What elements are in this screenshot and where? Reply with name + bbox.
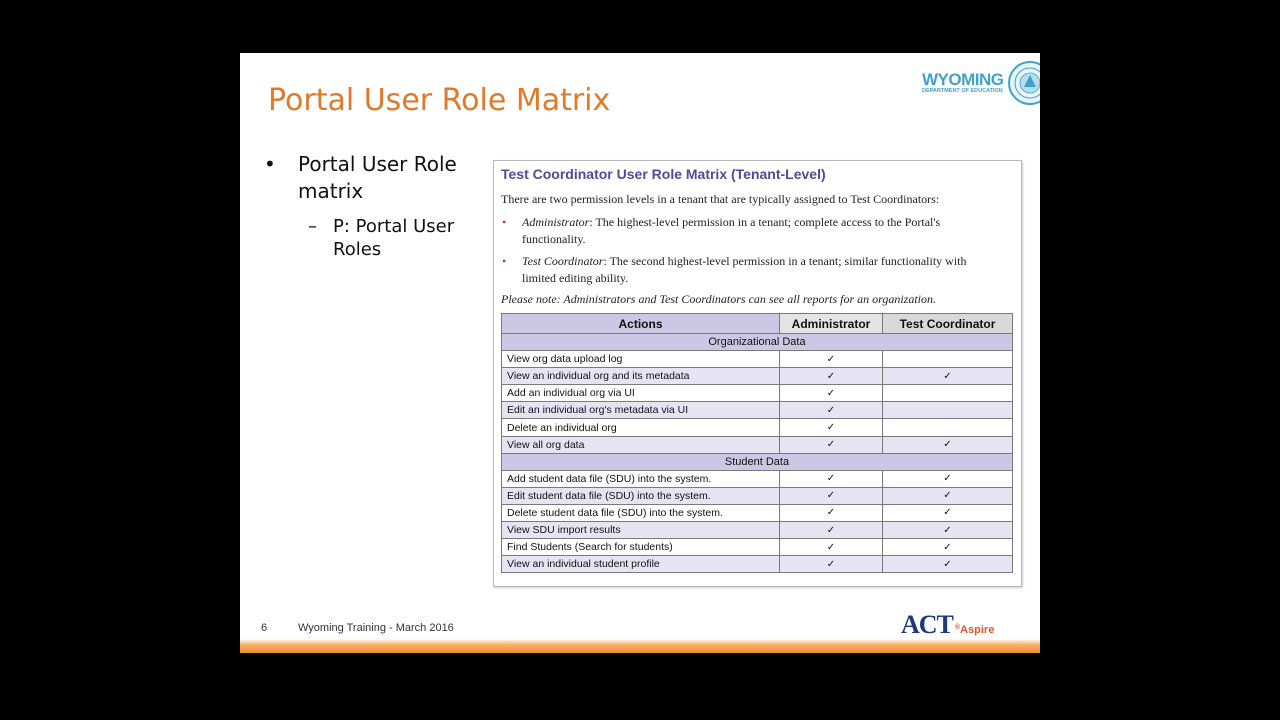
- administrator-check-cell: ✓: [780, 487, 883, 504]
- role-matrix-table: [501, 313, 1013, 573]
- administrator-check-cell: ✓: [780, 522, 883, 539]
- action-cell: Edit student data file (SDU) into the system.: [502, 487, 780, 504]
- table-row: [502, 522, 1013, 539]
- permission-level-name: Administrator: [522, 215, 590, 229]
- permission-level-item: • Test Coordinator: The second highest-level permission in a tenant; similar functionality with limited editing ability.: [502, 254, 967, 285]
- footer-text: Wyoming Training - March 2016: [298, 622, 454, 634]
- action-cell: View an individual student profile: [502, 556, 780, 573]
- table-row: [502, 351, 1013, 368]
- table-section-row: [502, 453, 1013, 470]
- test-coordinator-check-cell: ✓: [883, 368, 1013, 385]
- sub-bullet-item: [264, 215, 483, 261]
- table-row: [502, 419, 1013, 436]
- bullet-marker: •: [264, 152, 276, 176]
- column-header-test-coordinator: Test Coordinator: [883, 314, 1013, 334]
- administrator-check-cell: ✓: [780, 470, 883, 487]
- sub-bullet-text: P: Portal User Roles: [333, 216, 455, 260]
- table-row: [502, 556, 1013, 573]
- test-coordinator-check-cell: ✓: [883, 470, 1013, 487]
- wyoming-logo-name: WYOMING: [922, 70, 1004, 90]
- section-label: Organizational Data: [502, 334, 1013, 351]
- document-intro: There are two permission levels in a tenant that are typically assigned to Test Coordinators:: [501, 192, 940, 206]
- document-note: Please note: Administrators and Test Coordinators can see all reports for an organization.: [501, 292, 937, 306]
- test-coordinator-check-cell: [883, 419, 1013, 436]
- action-cell: View all org data: [502, 436, 780, 453]
- slide: [240, 53, 1040, 653]
- test-coordinator-check-cell: [883, 351, 1013, 368]
- test-coordinator-check-cell: ✓: [883, 539, 1013, 556]
- administrator-check-cell: ✓: [780, 402, 883, 419]
- action-cell: Edit an individual org's metadata via UI: [502, 402, 780, 419]
- sub-bullet-marker: –: [308, 216, 317, 237]
- test-coordinator-check-cell: ✓: [883, 487, 1013, 504]
- administrator-check-cell: ✓: [780, 539, 883, 556]
- administrator-check-cell: ✓: [780, 351, 883, 368]
- table-row: [502, 487, 1013, 504]
- footer-accent-bar: [240, 639, 1040, 653]
- test-coordinator-check-cell: ✓: [883, 522, 1013, 539]
- role-matrix-document: [493, 160, 1022, 587]
- bullet-item: [264, 151, 458, 205]
- column-header-actions: Actions: [502, 314, 780, 334]
- test-coordinator-check-cell: ✓: [883, 556, 1013, 573]
- act-logo-product: ®Aspire: [954, 624, 995, 636]
- permission-level-name: Test Coordinator: [522, 254, 604, 268]
- permission-level-desc-cont: functionality.: [522, 232, 586, 246]
- section-label: Student Data: [502, 453, 1013, 470]
- test-coordinator-check-cell: [883, 402, 1013, 419]
- permission-level-desc: : The second highest-level permission in a tenant; similar functionality with: [603, 254, 967, 268]
- administrator-check-cell: ✓: [780, 419, 883, 436]
- action-cell: Delete student data file (SDU) into the system.: [502, 504, 780, 521]
- table-body: [502, 334, 1013, 573]
- act-logo-name: ACT: [901, 610, 953, 639]
- test-coordinator-check-cell: ✓: [883, 436, 1013, 453]
- action-cell: View SDU import results: [502, 522, 780, 539]
- bullet-text: Portal User Role matrix: [298, 152, 457, 203]
- wyoming-doe-logo: [922, 61, 1040, 105]
- document-title: Test Coordinator User Role Matrix (Tenant-Level): [501, 166, 826, 182]
- bullet-list: [264, 151, 483, 261]
- table-section-row: [502, 334, 1013, 351]
- act-aspire-logo: [901, 610, 994, 640]
- table-header-row: [502, 314, 1013, 334]
- administrator-check-cell: ✓: [780, 436, 883, 453]
- action-cell: Find Students (Search for students): [502, 539, 780, 556]
- administrator-check-cell: ✓: [780, 504, 883, 521]
- wyoming-state-seal-icon: [1008, 61, 1041, 105]
- table-row: [502, 436, 1013, 453]
- table-row: [502, 504, 1013, 521]
- action-cell: View an individual org and its metadata: [502, 368, 780, 385]
- slide-number: 6: [261, 622, 268, 634]
- action-cell: Delete an individual org: [502, 419, 780, 436]
- test-coordinator-check-cell: ✓: [883, 504, 1013, 521]
- wyoming-logo-sub: DEPARTMENT OF EDUCATION: [922, 88, 1003, 95]
- table-row: [502, 539, 1013, 556]
- table-row: [502, 368, 1013, 385]
- permission-level-item: • Administrator: The highest-level permission in a tenant; complete access to the Portal's functionality.: [502, 215, 941, 246]
- action-cell: Add an individual org via UI: [502, 385, 780, 402]
- action-cell: Add student data file (SDU) into the system.: [502, 470, 780, 487]
- administrator-check-cell: ✓: [780, 368, 883, 385]
- table-row: [502, 402, 1013, 419]
- table-row: [502, 470, 1013, 487]
- administrator-check-cell: ✓: [780, 556, 883, 573]
- column-header-administrator: Administrator: [780, 314, 883, 334]
- table-row: [502, 385, 1013, 402]
- administrator-check-cell: ✓: [780, 385, 883, 402]
- slide-title: Portal User Role Matrix: [268, 83, 611, 118]
- permission-level-desc-cont: limited editing ability.: [522, 271, 629, 285]
- permission-level-desc: : The highest-level permission in a tenant; complete access to the Portal's: [589, 215, 941, 229]
- action-cell: View org data upload log: [502, 351, 780, 368]
- test-coordinator-check-cell: [883, 385, 1013, 402]
